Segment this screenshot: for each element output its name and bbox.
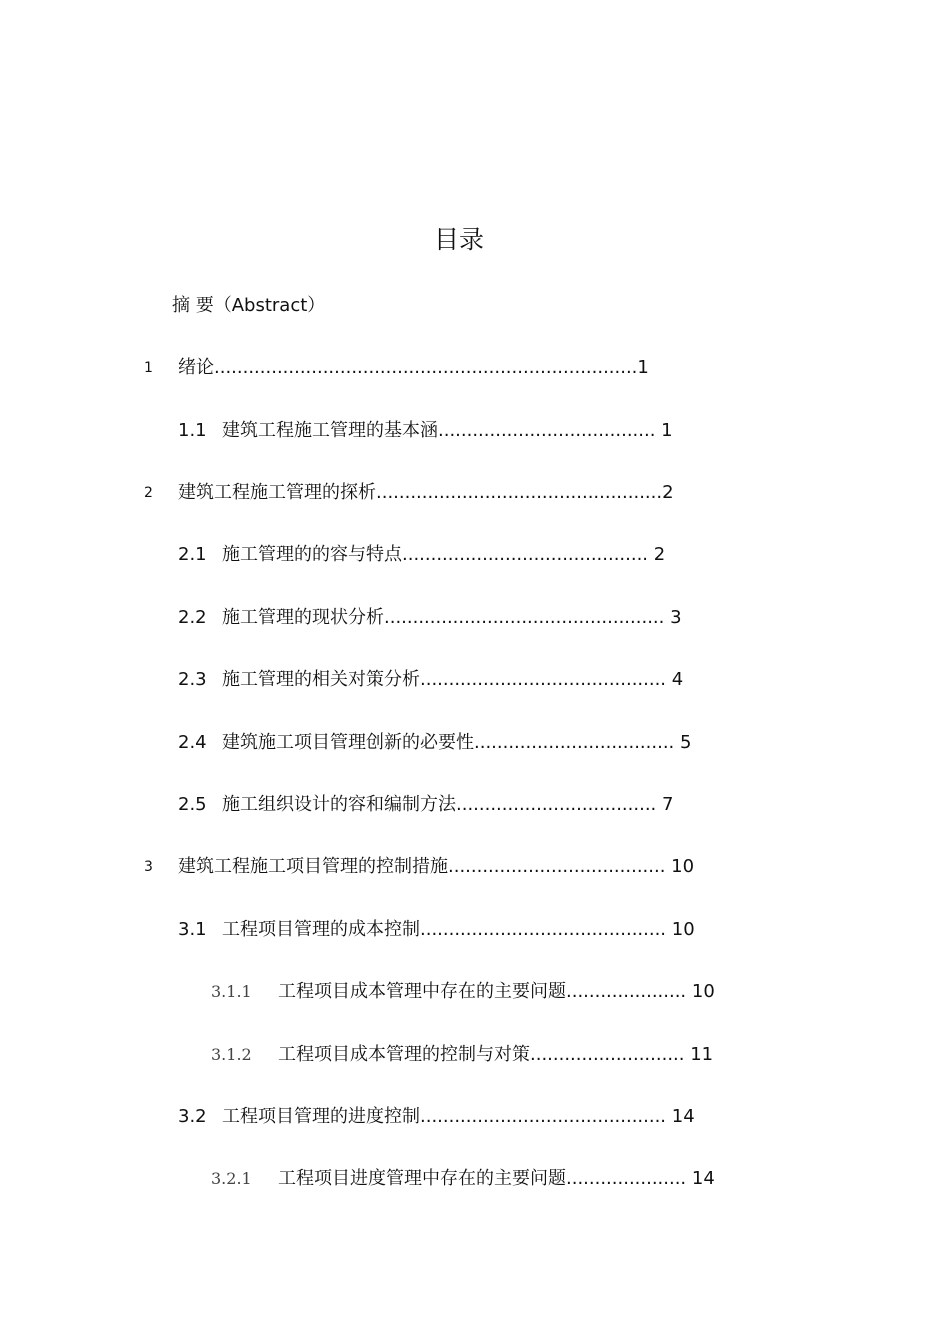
toc-dot-leader: ...................................... — [438, 420, 662, 441]
toc-entry-text: 建筑施工项目管理创新的必要性................................... 5 — [222, 732, 692, 753]
toc-entry-2-5[interactable] — [0, 790, 950, 820]
toc-dot-leader: ..................... — [566, 981, 692, 1002]
toc-entry-3-1[interactable] — [0, 915, 950, 945]
toc-entry-text: 建筑工程施工项目管理的控制措施...................................... 10 — [178, 856, 695, 877]
toc-entry-number: 2 — [144, 485, 153, 501]
toc-entry-2-1[interactable] — [0, 540, 950, 570]
toc-page-number: 10 — [671, 919, 695, 940]
toc-page-number: 10 — [691, 981, 715, 1002]
toc-entry-number: 3.1 — [178, 919, 207, 940]
toc-entry-1-1[interactable] — [0, 416, 950, 446]
toc-entry-number: 2.1 — [178, 544, 207, 565]
toc-entry-3-1-1[interactable] — [0, 977, 950, 1007]
toc-entry-text: 工程项目成本管理的控制与对策........................... 11 — [278, 1044, 714, 1065]
toc-page-number: 1 — [661, 420, 673, 441]
toc-page-number: 5 — [679, 732, 692, 753]
toc-entry-number: 2.4 — [178, 732, 207, 753]
toc-entry-number: 1.1 — [178, 420, 207, 441]
toc-entry-2-4[interactable] — [0, 728, 950, 758]
toc-dot-leader: .................................................. — [376, 482, 663, 503]
toc-page-number: 2 — [653, 544, 666, 565]
toc-dot-leader: ........................................... — [402, 544, 654, 565]
toc-entry-text: 工程项目成本管理中存在的主要问题..................... 10 — [278, 981, 715, 1002]
toc-entry-text: 施工组织设计的容和编制方法................................... 7 — [222, 794, 674, 815]
toc-dot-leader: ................................... — [474, 732, 680, 753]
toc-entry-text: 施工管理的的容与特点........................................... 2 — [222, 544, 666, 565]
toc-page-number: 14 — [671, 1106, 695, 1127]
toc-entry-text: 工程项目进度管理中存在的主要问题..................... 14 — [278, 1168, 715, 1189]
toc-entry-number: 3.2.1 — [211, 1169, 252, 1188]
toc-dot-leader: ........................................... — [420, 1106, 672, 1127]
toc-dot-leader: ..................... — [566, 1168, 692, 1189]
toc-entry-number: 3.1.2 — [211, 1045, 252, 1064]
toc-entry-number: 3 — [144, 859, 153, 875]
toc-entry-text: 施工管理的现状分析................................................. 3 — [222, 607, 682, 628]
toc-page-number: 7 — [661, 794, 674, 815]
toc-dot-leader: .......................................................................... — [214, 357, 638, 378]
toc-entry-text: 施工管理的相关对策分析........................................... 4 — [222, 669, 684, 690]
toc-entry-3[interactable] — [0, 852, 950, 882]
toc-page-number: 10 — [671, 856, 695, 877]
toc-page-number: 11 — [690, 1044, 714, 1065]
toc-page-number: 4 — [671, 669, 684, 690]
toc-entry-text: 工程项目管理的成本控制........................................... 10 — [222, 919, 695, 940]
toc-entry-number: 2.3 — [178, 669, 207, 690]
toc-entry-number: 2.2 — [178, 607, 207, 628]
toc-dot-leader: ........................................... — [420, 919, 672, 940]
toc-entry-number: 1 — [144, 360, 153, 376]
toc-entry-1[interactable] — [0, 353, 950, 383]
toc-entry-3-2-1[interactable] — [0, 1164, 950, 1194]
toc-title: 目录 — [433, 225, 484, 254]
toc-dot-leader: ...................................... — [448, 856, 672, 877]
toc-entry-number: 3.2 — [178, 1106, 207, 1127]
toc-dot-leader: ........................... — [530, 1044, 691, 1065]
toc-page-number: 1 — [637, 357, 649, 378]
toc-entry-number: 3.1.1 — [211, 982, 252, 1001]
toc-entry-text: 工程项目管理的进度控制........................................... 14 — [222, 1106, 695, 1127]
toc-entry-3-1-2[interactable] — [0, 1040, 950, 1070]
toc-entry-text: 建筑工程施工管理的基本涵...................................... 1 — [222, 420, 673, 441]
abstract-heading: 摘 要（Abstract） — [172, 295, 326, 316]
toc-entry-2-3[interactable] — [0, 665, 950, 695]
toc-page-number: 2 — [662, 482, 674, 503]
toc-entry-2[interactable] — [0, 478, 950, 508]
toc-entry-3-2[interactable] — [0, 1102, 950, 1132]
toc-dot-leader: ................................................. — [384, 607, 671, 628]
toc-dot-leader: ................................... — [456, 794, 662, 815]
toc-entry-2-2[interactable] — [0, 603, 950, 633]
toc-page-number: 14 — [691, 1168, 715, 1189]
toc-page-number: 3 — [670, 607, 682, 628]
toc-entry-text: 建筑工程施工管理的探析..................................................2 — [178, 482, 674, 503]
toc-entry-text: 绪论..........................................................................1 — [178, 357, 649, 378]
toc-entry-number: 2.5 — [178, 794, 207, 815]
toc-dot-leader: ........................................... — [420, 669, 672, 690]
